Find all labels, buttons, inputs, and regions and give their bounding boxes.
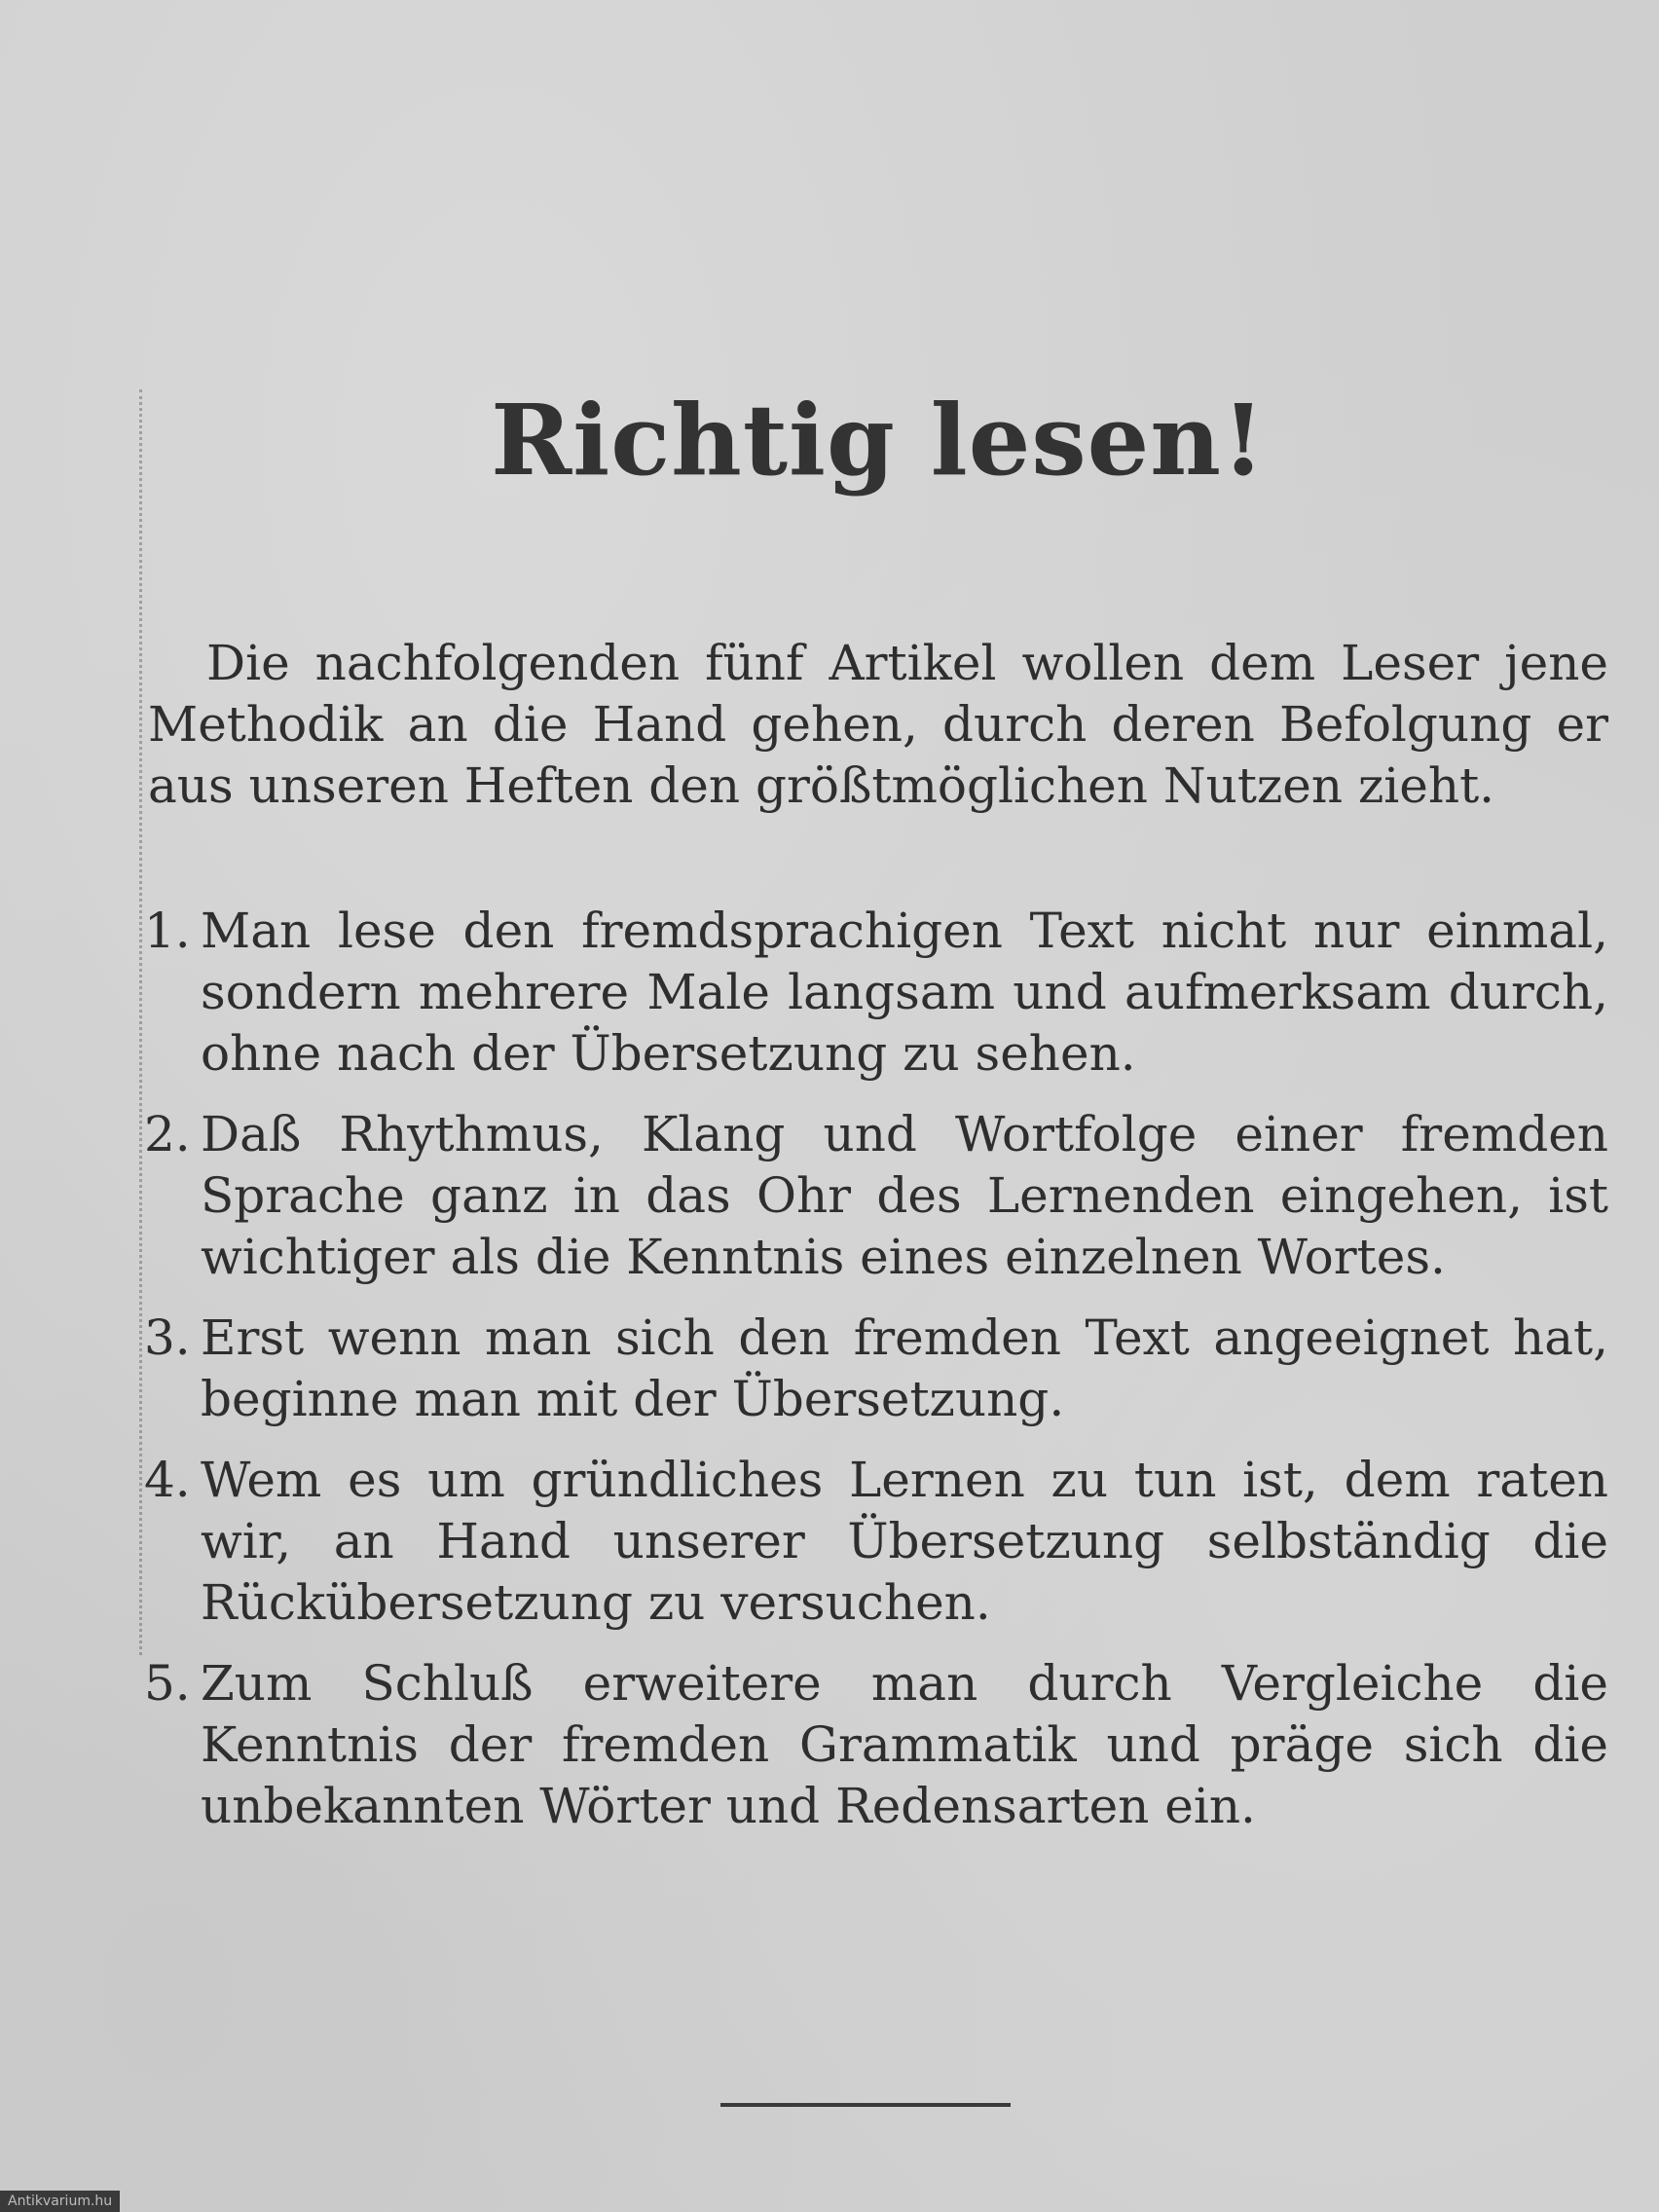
intro-paragraph: Die nachfolgenden fünf Artikel wollen dem Leser jene Methodik an die Hand gehen, durch deren Befolgung er aus unseren Heften den größtmöglichen Nutzen zieht. <box>148 635 1608 814</box>
list-item-number: 5. <box>144 1655 191 1712</box>
list-item-number: 2. <box>144 1106 191 1162</box>
list-item-number: 3. <box>144 1309 191 1366</box>
list-item-text: Man lese den fremdsprachigen Text nicht nur einmal, sondern mehrere Male langsam und aufmerksam durch, ohne nach der Übersetzung zu sehen. <box>201 903 1608 1082</box>
list-item <box>146 901 1608 1085</box>
list-item-text: Wem es um gründliches Lernen zu tun ist, dem raten wir, an Hand unserer Übersetzung selbständig die Rückübersetzung zu versuchen. <box>201 1452 1608 1631</box>
closing-rule <box>720 2103 1011 2107</box>
list-item-number: 1. <box>144 903 191 959</box>
list-item-text: Zum Schluß erweitere man durch Vergleiche die Kenntnis der fremden Grammatik und präge sich die unbekannten Wörter und Redensarten ein. <box>201 1655 1608 1834</box>
watermark: Antikvarium.hu <box>0 2191 120 2212</box>
list-item-text: Erst wenn man sich den fremden Text angeeignet hat, beginne man mit der Übersetzung. <box>201 1309 1608 1427</box>
list-item <box>146 1653 1608 1837</box>
page-title: Richtig lesen! <box>491 383 1266 498</box>
instruction-list <box>146 901 1608 1857</box>
list-item <box>146 1104 1608 1288</box>
list-item <box>146 1450 1608 1634</box>
list-item <box>146 1308 1608 1430</box>
list-item-number: 4. <box>144 1452 191 1508</box>
list-item-text: Daß Rhythmus, Klang und Wortfolge einer fremden Sprache ganz in das Ohr des Lernenden eingehen, ist wichtiger als die Kenntnis eines einzelnen Wortes. <box>201 1106 1608 1285</box>
